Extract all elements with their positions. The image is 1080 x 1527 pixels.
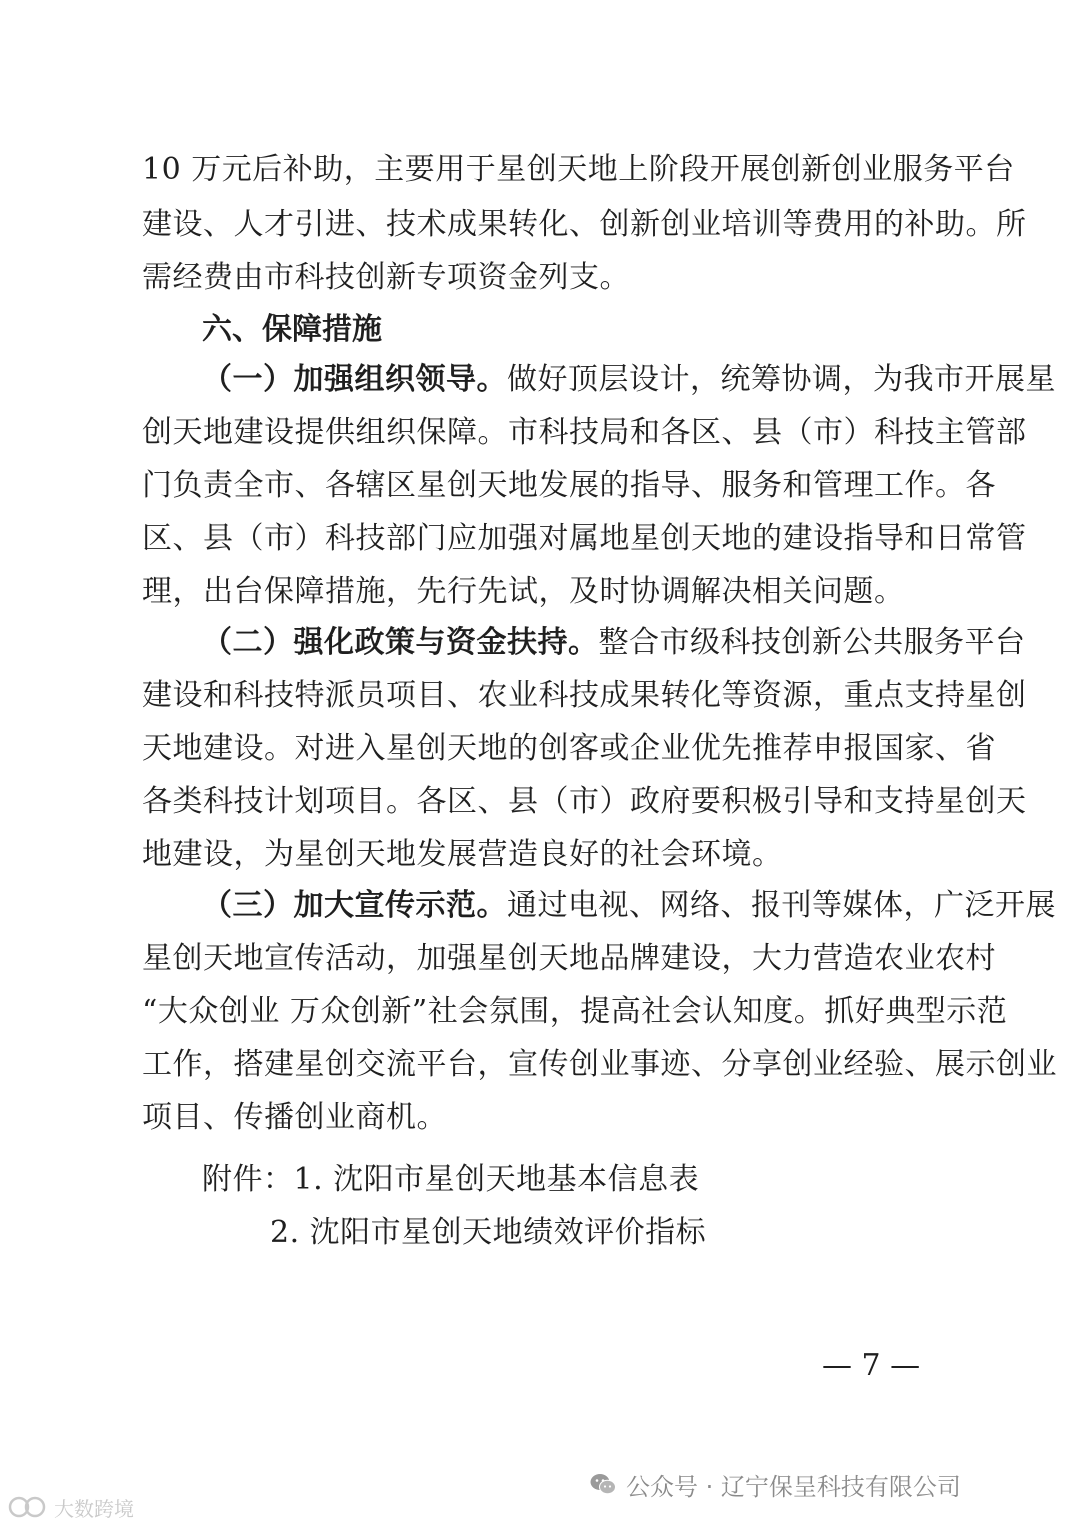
- body-line: 创天地建设提供组织保障。市科技局和各区、县（市）科技主管部: [142, 415, 1027, 450]
- body-line: 建设、人才引进、技术成果转化、创新创业培训等费用的补助。所: [142, 207, 1027, 242]
- paragraph-lead: （一）加强组织领导。: [202, 362, 507, 397]
- paragraph-text: 通过电视、网络、报刊等媒体，广泛开展: [507, 888, 1056, 923]
- watermark-text: 大数跨境: [54, 1496, 134, 1521]
- paragraph-first-line: [202, 886, 1056, 926]
- attachment-label: 附件：: [202, 1162, 294, 1197]
- body-line: “大众创业 万众创新”社会氛围，提高社会认知度。抓好典型示范: [142, 994, 1008, 1029]
- body-line: 区、县（市）科技部门应加强对属地星创天地的建设指导和日常管: [142, 521, 1027, 556]
- page-number: — 7 —: [822, 1348, 921, 1383]
- body-line: 各类科技计划项目。各区、县（市）政府要积极引导和支持星创天: [142, 784, 1027, 819]
- body-line: 工作，搭建星创交流平台，宣传创业事迹、分享创业经验、展示创业: [142, 1047, 1057, 1082]
- paragraph-first-line: [202, 623, 1026, 663]
- section-heading: 六、保障措施: [202, 312, 382, 347]
- body-line: 建设和科技特派员项目、农业科技成果转化等资源，重点支持星创: [142, 678, 1027, 713]
- watermark-logo-icon: [8, 1494, 48, 1520]
- body-line: 地建设，为星创天地发展营造良好的社会环境。: [142, 837, 783, 872]
- wechat-credit-text: 公众号 · 辽宁保呈科技有限公司: [626, 1472, 961, 1501]
- paragraph-lead: （二）强化政策与资金扶持。: [202, 625, 599, 660]
- wechat-icon: [590, 1473, 616, 1495]
- attachment-item: 2. 沈阳市星创天地绩效评价指标: [270, 1215, 707, 1250]
- paragraph-text: 做好顶层设计，统筹协调，为我市开展星: [507, 362, 1056, 397]
- paragraph-lead: （三）加大宣传示范。: [202, 888, 507, 923]
- attachment-item: [202, 1160, 699, 1200]
- attachment-title: 1. 沈阳市星创天地基本信息表: [293, 1162, 700, 1197]
- paragraph-first-line: [202, 360, 1056, 400]
- body-line: 门负责全市、各辖区星创天地发展的指导、服务和管理工作。各: [142, 468, 996, 503]
- body-line: 需经费由市科技创新专项资金列支。: [142, 260, 630, 295]
- body-line: 项目、传播创业商机。: [142, 1100, 447, 1135]
- paragraph-text: 整合市级科技创新公共服务平台: [598, 625, 1026, 660]
- body-line: 理，出台保障措施，先行先试，及时协调解决相关问题。: [142, 574, 905, 609]
- body-line: 10 万元后补助，主要用于星创天地上阶段开展创新创业服务平台: [142, 152, 1015, 187]
- wechat-credit: [590, 1466, 961, 1502]
- body-line: 天地建设。对进入星创天地的创客或企业优先推荐申报国家、省: [142, 731, 996, 766]
- body-line: 星创天地宣传活动，加强星创天地品牌建设，大力营造农业农村: [142, 941, 996, 976]
- watermark: [8, 1492, 134, 1522]
